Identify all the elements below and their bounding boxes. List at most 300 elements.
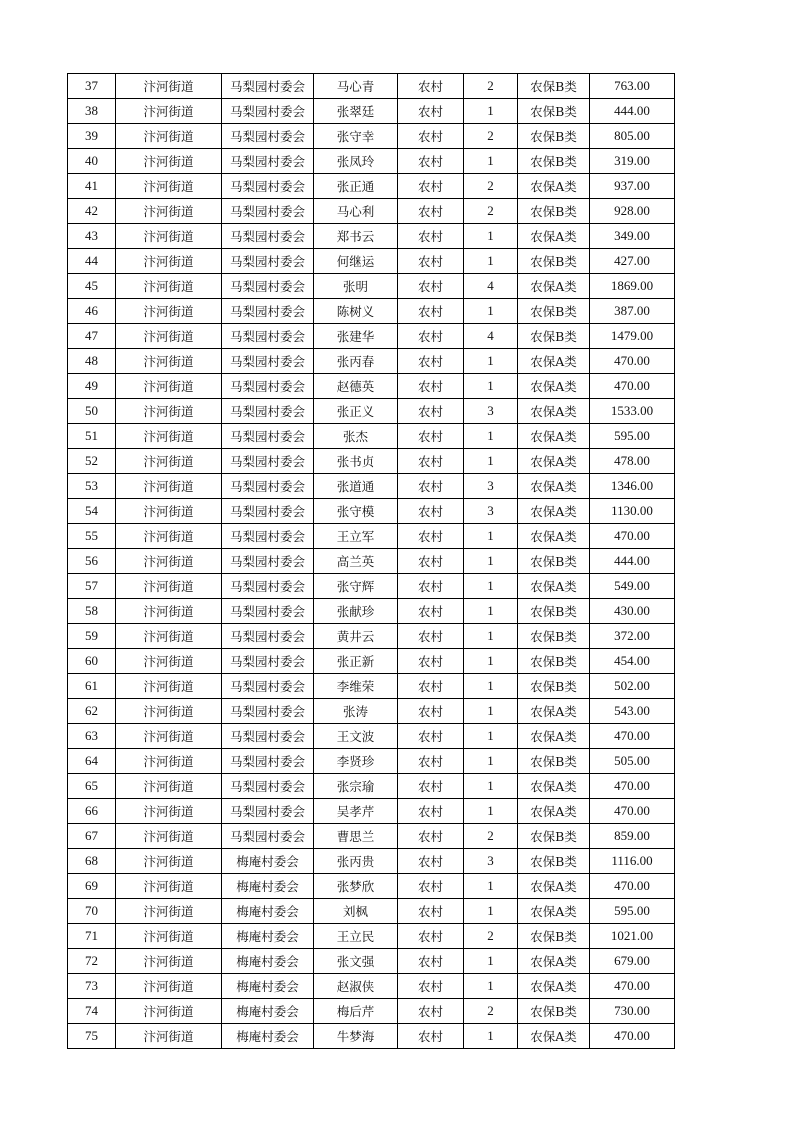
table-row <box>68 474 675 499</box>
village-committee-cell: 马梨园村委会 <box>222 299 314 324</box>
street-cell: 汴河街道 <box>116 224 222 249</box>
table-row <box>68 924 675 949</box>
amount-cell: 427.00 <box>590 249 675 274</box>
amount-cell: 470.00 <box>590 974 675 999</box>
table-row <box>68 224 675 249</box>
table-row <box>68 424 675 449</box>
row-number: 62 <box>68 699 116 724</box>
area-type-cell: 农村 <box>398 1024 464 1049</box>
name-cell: 张守幸 <box>314 124 398 149</box>
row-number: 55 <box>68 524 116 549</box>
household-size-cell: 2 <box>464 924 518 949</box>
row-number: 66 <box>68 799 116 824</box>
household-size-cell: 1 <box>464 899 518 924</box>
street-cell: 汴河街道 <box>116 974 222 999</box>
table-row <box>68 374 675 399</box>
table-row <box>68 749 675 774</box>
insurance-class-cell: 农保B类 <box>518 299 590 324</box>
name-cell: 王立军 <box>314 524 398 549</box>
amount-cell: 478.00 <box>590 449 675 474</box>
household-size-cell: 1 <box>464 549 518 574</box>
area-type-cell: 农村 <box>398 824 464 849</box>
area-type-cell: 农村 <box>398 749 464 774</box>
household-size-cell: 1 <box>464 249 518 274</box>
amount-cell: 470.00 <box>590 874 675 899</box>
household-size-cell: 1 <box>464 1024 518 1049</box>
amount-cell: 730.00 <box>590 999 675 1024</box>
village-committee-cell: 马梨园村委会 <box>222 174 314 199</box>
data-table <box>67 73 675 1049</box>
household-size-cell: 3 <box>464 474 518 499</box>
name-cell: 马心青 <box>314 74 398 99</box>
area-type-cell: 农村 <box>398 124 464 149</box>
area-type-cell: 农村 <box>398 724 464 749</box>
area-type-cell: 农村 <box>398 424 464 449</box>
name-cell: 张守模 <box>314 499 398 524</box>
village-committee-cell: 马梨园村委会 <box>222 574 314 599</box>
village-committee-cell: 梅庵村委会 <box>222 974 314 999</box>
household-size-cell: 2 <box>464 124 518 149</box>
insurance-class-cell: 农保B类 <box>518 999 590 1024</box>
household-size-cell: 1 <box>464 599 518 624</box>
street-cell: 汴河街道 <box>116 924 222 949</box>
insurance-class-cell: 农保A类 <box>518 224 590 249</box>
row-number: 43 <box>68 224 116 249</box>
street-cell: 汴河街道 <box>116 574 222 599</box>
household-size-cell: 3 <box>464 849 518 874</box>
insurance-class-cell: 农保B类 <box>518 649 590 674</box>
household-size-cell: 1 <box>464 424 518 449</box>
household-size-cell: 3 <box>464 499 518 524</box>
village-committee-cell: 马梨园村委会 <box>222 349 314 374</box>
row-number: 72 <box>68 949 116 974</box>
name-cell: 张建华 <box>314 324 398 349</box>
amount-cell: 1116.00 <box>590 849 675 874</box>
amount-cell: 470.00 <box>590 349 675 374</box>
name-cell: 张宗瑜 <box>314 774 398 799</box>
table-row <box>68 449 675 474</box>
name-cell: 张正义 <box>314 399 398 424</box>
village-committee-cell: 马梨园村委会 <box>222 649 314 674</box>
row-number: 40 <box>68 149 116 174</box>
amount-cell: 470.00 <box>590 799 675 824</box>
name-cell: 张丙春 <box>314 349 398 374</box>
insurance-class-cell: 农保A类 <box>518 699 590 724</box>
household-size-cell: 1 <box>464 574 518 599</box>
table-row <box>68 624 675 649</box>
street-cell: 汴河街道 <box>116 824 222 849</box>
area-type-cell: 农村 <box>398 849 464 874</box>
table-row <box>68 949 675 974</box>
row-number: 48 <box>68 349 116 374</box>
insurance-class-cell: 农保B类 <box>518 824 590 849</box>
row-number: 45 <box>68 274 116 299</box>
row-number: 73 <box>68 974 116 999</box>
village-committee-cell: 梅庵村委会 <box>222 874 314 899</box>
amount-cell: 502.00 <box>590 674 675 699</box>
area-type-cell: 农村 <box>398 449 464 474</box>
household-size-cell: 1 <box>464 224 518 249</box>
row-number: 61 <box>68 674 116 699</box>
household-size-cell: 2 <box>464 199 518 224</box>
household-size-cell: 2 <box>464 174 518 199</box>
area-type-cell: 农村 <box>398 949 464 974</box>
household-size-cell: 1 <box>464 374 518 399</box>
household-size-cell: 3 <box>464 399 518 424</box>
household-size-cell: 1 <box>464 624 518 649</box>
row-number: 50 <box>68 399 116 424</box>
insurance-class-cell: 农保A类 <box>518 424 590 449</box>
area-type-cell: 农村 <box>398 474 464 499</box>
village-committee-cell: 马梨园村委会 <box>222 124 314 149</box>
village-committee-cell: 马梨园村委会 <box>222 674 314 699</box>
row-number: 54 <box>68 499 116 524</box>
row-number: 65 <box>68 774 116 799</box>
table-row <box>68 974 675 999</box>
insurance-class-cell: 农保B类 <box>518 749 590 774</box>
row-number: 44 <box>68 249 116 274</box>
street-cell: 汴河街道 <box>116 424 222 449</box>
village-committee-cell: 马梨园村委会 <box>222 99 314 124</box>
village-committee-cell: 马梨园村委会 <box>222 749 314 774</box>
household-size-cell: 1 <box>464 649 518 674</box>
household-size-cell: 1 <box>464 149 518 174</box>
insurance-class-cell: 农保A类 <box>518 974 590 999</box>
area-type-cell: 农村 <box>398 374 464 399</box>
area-type-cell: 农村 <box>398 174 464 199</box>
street-cell: 汴河街道 <box>116 499 222 524</box>
area-type-cell: 农村 <box>398 699 464 724</box>
insurance-class-cell: 农保B类 <box>518 199 590 224</box>
table-body <box>68 74 675 1049</box>
village-committee-cell: 梅庵村委会 <box>222 924 314 949</box>
village-committee-cell: 马梨园村委会 <box>222 699 314 724</box>
table-row <box>68 324 675 349</box>
area-type-cell: 农村 <box>398 999 464 1024</box>
area-type-cell: 农村 <box>398 524 464 549</box>
name-cell: 张凤玲 <box>314 149 398 174</box>
household-size-cell: 1 <box>464 299 518 324</box>
insurance-class-cell: 农保B类 <box>518 924 590 949</box>
table-row <box>68 149 675 174</box>
village-committee-cell: 梅庵村委会 <box>222 999 314 1024</box>
village-committee-cell: 梅庵村委会 <box>222 1024 314 1049</box>
insurance-class-cell: 农保A类 <box>518 874 590 899</box>
amount-cell: 454.00 <box>590 649 675 674</box>
amount-cell: 1533.00 <box>590 399 675 424</box>
village-committee-cell: 马梨园村委会 <box>222 824 314 849</box>
area-type-cell: 农村 <box>398 249 464 274</box>
table-row <box>68 349 675 374</box>
table-row <box>68 724 675 749</box>
village-committee-cell: 马梨园村委会 <box>222 599 314 624</box>
insurance-class-cell: 农保B类 <box>518 549 590 574</box>
row-number: 51 <box>68 424 116 449</box>
name-cell: 张丙贵 <box>314 849 398 874</box>
village-committee-cell: 马梨园村委会 <box>222 224 314 249</box>
name-cell: 张文强 <box>314 949 398 974</box>
row-number: 46 <box>68 299 116 324</box>
amount-cell: 937.00 <box>590 174 675 199</box>
table-row <box>68 849 675 874</box>
name-cell: 张涛 <box>314 699 398 724</box>
row-number: 64 <box>68 749 116 774</box>
amount-cell: 470.00 <box>590 724 675 749</box>
area-type-cell: 农村 <box>398 199 464 224</box>
row-number: 59 <box>68 624 116 649</box>
village-committee-cell: 梅庵村委会 <box>222 949 314 974</box>
area-type-cell: 农村 <box>398 649 464 674</box>
name-cell: 陈树义 <box>314 299 398 324</box>
street-cell: 汴河街道 <box>116 724 222 749</box>
row-number: 41 <box>68 174 116 199</box>
street-cell: 汴河街道 <box>116 699 222 724</box>
amount-cell: 470.00 <box>590 524 675 549</box>
village-committee-cell: 马梨园村委会 <box>222 324 314 349</box>
household-size-cell: 1 <box>464 949 518 974</box>
name-cell: 黄井云 <box>314 624 398 649</box>
insurance-class-cell: 农保A类 <box>518 499 590 524</box>
insurance-class-cell: 农保A类 <box>518 349 590 374</box>
street-cell: 汴河街道 <box>116 324 222 349</box>
name-cell: 张杰 <box>314 424 398 449</box>
street-cell: 汴河街道 <box>116 149 222 174</box>
village-committee-cell: 马梨园村委会 <box>222 474 314 499</box>
amount-cell: 470.00 <box>590 774 675 799</box>
row-number: 60 <box>68 649 116 674</box>
name-cell: 马心利 <box>314 199 398 224</box>
row-number: 42 <box>68 199 116 224</box>
area-type-cell: 农村 <box>398 299 464 324</box>
area-type-cell: 农村 <box>398 774 464 799</box>
name-cell: 刘枫 <box>314 899 398 924</box>
street-cell: 汴河街道 <box>116 199 222 224</box>
household-size-cell: 2 <box>464 824 518 849</box>
table-row <box>68 874 675 899</box>
street-cell: 汴河街道 <box>116 999 222 1024</box>
area-type-cell: 农村 <box>398 899 464 924</box>
village-committee-cell: 马梨园村委会 <box>222 524 314 549</box>
village-committee-cell: 梅庵村委会 <box>222 899 314 924</box>
street-cell: 汴河街道 <box>116 124 222 149</box>
village-committee-cell: 马梨园村委会 <box>222 149 314 174</box>
household-size-cell: 1 <box>464 724 518 749</box>
table-row <box>68 674 675 699</box>
table-row <box>68 649 675 674</box>
amount-cell: 805.00 <box>590 124 675 149</box>
insurance-class-cell: 农保A类 <box>518 574 590 599</box>
street-cell: 汴河街道 <box>116 524 222 549</box>
name-cell: 曹思兰 <box>314 824 398 849</box>
insurance-class-cell: 农保A类 <box>518 1024 590 1049</box>
table-row <box>68 799 675 824</box>
name-cell: 高兰英 <box>314 549 398 574</box>
row-number: 53 <box>68 474 116 499</box>
street-cell: 汴河街道 <box>116 99 222 124</box>
street-cell: 汴河街道 <box>116 274 222 299</box>
amount-cell: 470.00 <box>590 374 675 399</box>
amount-cell: 1869.00 <box>590 274 675 299</box>
insurance-class-cell: 农保B类 <box>518 99 590 124</box>
amount-cell: 859.00 <box>590 824 675 849</box>
village-committee-cell: 马梨园村委会 <box>222 74 314 99</box>
row-number: 67 <box>68 824 116 849</box>
table-row <box>68 574 675 599</box>
table-row <box>68 274 675 299</box>
table-row <box>68 299 675 324</box>
village-committee-cell: 马梨园村委会 <box>222 199 314 224</box>
household-size-cell: 1 <box>464 874 518 899</box>
name-cell: 王立民 <box>314 924 398 949</box>
street-cell: 汴河街道 <box>116 599 222 624</box>
table-row <box>68 699 675 724</box>
village-committee-cell: 马梨园村委会 <box>222 424 314 449</box>
table-row <box>68 249 675 274</box>
village-committee-cell: 马梨园村委会 <box>222 499 314 524</box>
name-cell: 王文波 <box>314 724 398 749</box>
insurance-class-cell: 农保B类 <box>518 249 590 274</box>
household-size-cell: 2 <box>464 999 518 1024</box>
table-row <box>68 549 675 574</box>
amount-cell: 1021.00 <box>590 924 675 949</box>
amount-cell: 595.00 <box>590 424 675 449</box>
amount-cell: 349.00 <box>590 224 675 249</box>
insurance-class-cell: 农保A类 <box>518 374 590 399</box>
village-committee-cell: 马梨园村委会 <box>222 724 314 749</box>
household-size-cell: 1 <box>464 674 518 699</box>
area-type-cell: 农村 <box>398 924 464 949</box>
area-type-cell: 农村 <box>398 599 464 624</box>
insurance-class-cell: 农保A类 <box>518 724 590 749</box>
household-size-cell: 1 <box>464 749 518 774</box>
area-type-cell: 农村 <box>398 99 464 124</box>
name-cell: 张明 <box>314 274 398 299</box>
area-type-cell: 农村 <box>398 349 464 374</box>
street-cell: 汴河街道 <box>116 649 222 674</box>
village-committee-cell: 马梨园村委会 <box>222 249 314 274</box>
table-row <box>68 899 675 924</box>
name-cell: 张正新 <box>314 649 398 674</box>
table-row <box>68 999 675 1024</box>
row-number: 37 <box>68 74 116 99</box>
name-cell: 李维荣 <box>314 674 398 699</box>
table-row <box>68 74 675 99</box>
village-committee-cell: 马梨园村委会 <box>222 399 314 424</box>
street-cell: 汴河街道 <box>116 674 222 699</box>
name-cell: 李贤珍 <box>314 749 398 774</box>
household-size-cell: 1 <box>464 449 518 474</box>
row-number: 39 <box>68 124 116 149</box>
insurance-class-cell: 农保A类 <box>518 799 590 824</box>
street-cell: 汴河街道 <box>116 749 222 774</box>
name-cell: 张翠廷 <box>314 99 398 124</box>
insurance-class-cell: 农保A类 <box>518 524 590 549</box>
table-row <box>68 499 675 524</box>
name-cell: 赵德英 <box>314 374 398 399</box>
table-row <box>68 99 675 124</box>
insurance-class-cell: 农保A类 <box>518 174 590 199</box>
street-cell: 汴河街道 <box>116 174 222 199</box>
name-cell: 张书贞 <box>314 449 398 474</box>
amount-cell: 763.00 <box>590 74 675 99</box>
table-row <box>68 774 675 799</box>
row-number: 74 <box>68 999 116 1024</box>
area-type-cell: 农村 <box>398 149 464 174</box>
household-size-cell: 1 <box>464 99 518 124</box>
insurance-class-cell: 农保B类 <box>518 849 590 874</box>
household-size-cell: 1 <box>464 699 518 724</box>
area-type-cell: 农村 <box>398 674 464 699</box>
household-size-cell: 2 <box>464 74 518 99</box>
amount-cell: 387.00 <box>590 299 675 324</box>
row-number: 71 <box>68 924 116 949</box>
amount-cell: 1346.00 <box>590 474 675 499</box>
street-cell: 汴河街道 <box>116 299 222 324</box>
amount-cell: 679.00 <box>590 949 675 974</box>
table-row <box>68 824 675 849</box>
name-cell: 张道通 <box>314 474 398 499</box>
street-cell: 汴河街道 <box>116 249 222 274</box>
insurance-class-cell: 农保A类 <box>518 949 590 974</box>
insurance-class-cell: 农保B类 <box>518 324 590 349</box>
area-type-cell: 农村 <box>398 974 464 999</box>
amount-cell: 470.00 <box>590 1024 675 1049</box>
amount-cell: 1479.00 <box>590 324 675 349</box>
household-size-cell: 1 <box>464 799 518 824</box>
street-cell: 汴河街道 <box>116 799 222 824</box>
street-cell: 汴河街道 <box>116 449 222 474</box>
insurance-class-cell: 农保B类 <box>518 149 590 174</box>
household-size-cell: 1 <box>464 524 518 549</box>
insurance-class-cell: 农保B类 <box>518 599 590 624</box>
insurance-class-cell: 农保A类 <box>518 449 590 474</box>
area-type-cell: 农村 <box>398 874 464 899</box>
row-number: 70 <box>68 899 116 924</box>
insurance-class-cell: 农保B类 <box>518 124 590 149</box>
amount-cell: 444.00 <box>590 99 675 124</box>
area-type-cell: 农村 <box>398 499 464 524</box>
table-row <box>68 399 675 424</box>
name-cell: 张正通 <box>314 174 398 199</box>
street-cell: 汴河街道 <box>116 474 222 499</box>
village-committee-cell: 马梨园村委会 <box>222 374 314 399</box>
street-cell: 汴河街道 <box>116 624 222 649</box>
street-cell: 汴河街道 <box>116 849 222 874</box>
insurance-class-cell: 农保A类 <box>518 474 590 499</box>
insurance-class-cell: 农保B类 <box>518 624 590 649</box>
row-number: 58 <box>68 599 116 624</box>
household-size-cell: 4 <box>464 324 518 349</box>
village-committee-cell: 马梨园村委会 <box>222 774 314 799</box>
village-committee-cell: 马梨园村委会 <box>222 449 314 474</box>
insurance-class-cell: 农保B类 <box>518 74 590 99</box>
street-cell: 汴河街道 <box>116 549 222 574</box>
row-number: 68 <box>68 849 116 874</box>
row-number: 75 <box>68 1024 116 1049</box>
amount-cell: 430.00 <box>590 599 675 624</box>
name-cell: 何继运 <box>314 249 398 274</box>
street-cell: 汴河街道 <box>116 399 222 424</box>
village-committee-cell: 梅庵村委会 <box>222 849 314 874</box>
household-size-cell: 1 <box>464 774 518 799</box>
street-cell: 汴河街道 <box>116 899 222 924</box>
amount-cell: 372.00 <box>590 624 675 649</box>
row-number: 49 <box>68 374 116 399</box>
name-cell: 张梦欣 <box>314 874 398 899</box>
name-cell: 吴孝芹 <box>314 799 398 824</box>
street-cell: 汴河街道 <box>116 349 222 374</box>
area-type-cell: 农村 <box>398 574 464 599</box>
